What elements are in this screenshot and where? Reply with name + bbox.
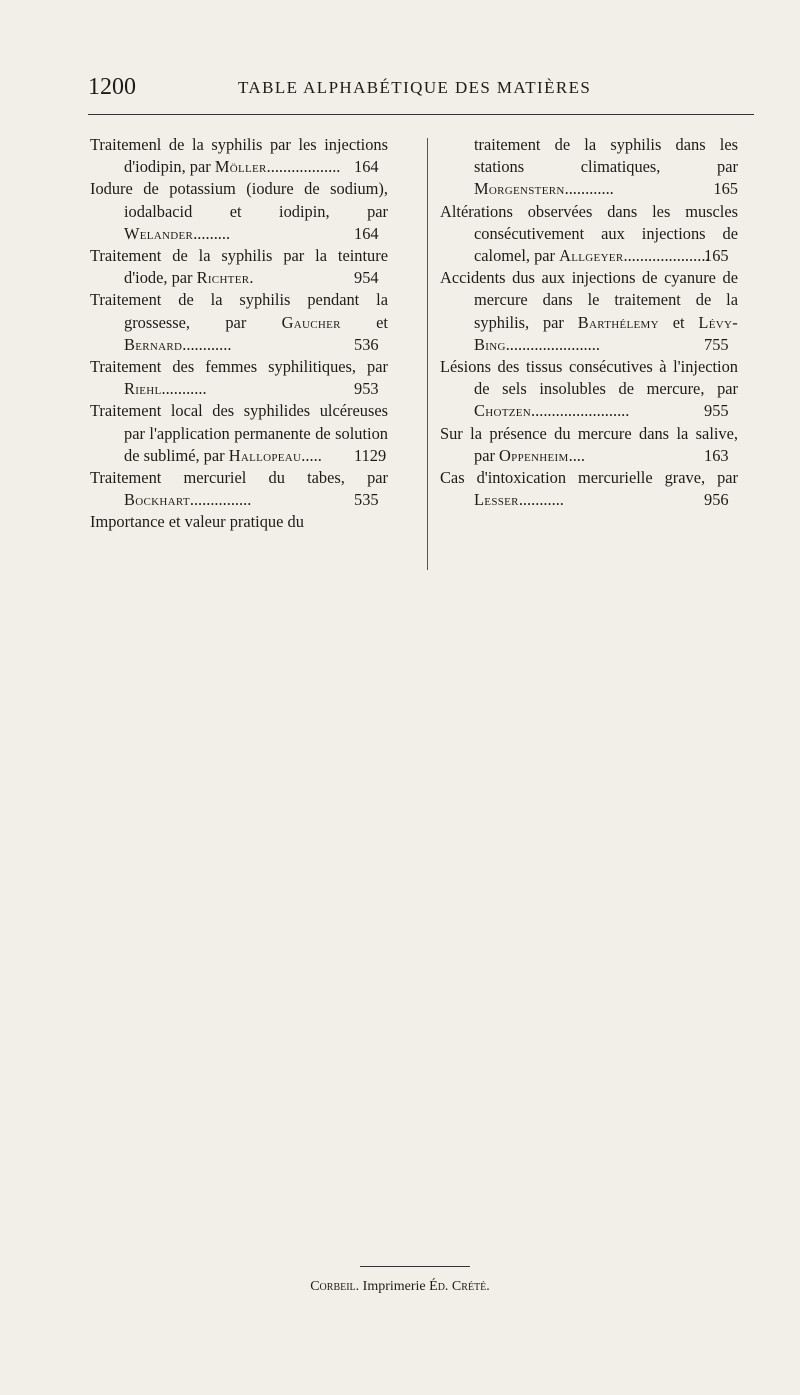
entry-connector: et <box>376 312 388 332</box>
leader-dots: ............... <box>189 490 252 510</box>
entry-text: Iodure de potassium (iodure de sodium), iodalbacid et iodipin, par <box>90 179 388 221</box>
entry-text: Accidents dus aux injections de cyanure de mercure dans le traitement de la syphilis, par <box>440 268 738 332</box>
index-entry: Traitement des femmes syphilitiques, par Riehl........... 953 <box>90 357 388 399</box>
index-entry: Traitement de la syphilis par la teinture d'iode, par Richter. 954 <box>90 246 388 288</box>
imprint-name: Éd. Crété. <box>429 1279 490 1294</box>
leader-dots: ....................... <box>505 334 600 354</box>
imprint-rule <box>360 1266 470 1267</box>
entry-text: Altérations observées dans les muscles consécutivement aux injections de calomel, par <box>440 201 738 266</box>
leader-dots: .................. <box>266 157 341 177</box>
entry-author: Riehl <box>124 379 162 399</box>
entry-text: Importance et valeur pratique du <box>90 512 304 532</box>
entry-text: Lésions des tissus consécutives à l'injection de sels insolubles de mercure, par <box>440 357 738 399</box>
imprint <box>0 1279 800 1295</box>
entry-text: Traitemenl de la syphilis par les injections d'iodipin, par <box>90 135 388 177</box>
entry-author: Möller <box>214 157 267 177</box>
entry-author: Morgenstern <box>474 179 565 199</box>
leader-dots: .... <box>568 445 585 465</box>
entry-author: Lesser <box>474 490 519 510</box>
index-entry: Lésions des tissus consécutives à l'injection de sels insolubles de mercure, par Chotzen........................ 955 <box>440 357 738 421</box>
imprint-printer: Imprimerie <box>362 1279 426 1294</box>
entry-text: Traitement local des syphilides ulcéreuses par l'application permanente de solution de sublimé, par <box>90 401 388 465</box>
index-entry: Iodure de potassium (iodure de sodium), iodalbacid et iodipin, par Welander......... 164 <box>90 179 388 243</box>
index-entry <box>440 134 738 201</box>
entry-connector: et <box>672 312 685 332</box>
index-entry: Cas d'intoxication mercurielle grave, par Lesser........... 956 <box>440 468 738 510</box>
leader-dots: ........... <box>518 490 564 510</box>
entry-text: Traitement de la syphilis pendant la grossesse, par <box>90 290 388 332</box>
entry-text: Traitement de la syphilis par la teinture d'iode, par <box>90 246 388 288</box>
running-title: TABLE ALPHABÉTIQUE DES MATIÈRES <box>238 78 592 97</box>
index-entry: Accidents dus aux injections de cyanure de mercure dans le traitement de la syphilis, par Barthélemy et Lévy-Bing....................... 755 <box>440 268 738 354</box>
entry-author: Bernard <box>124 334 183 354</box>
column-divider <box>427 138 428 570</box>
index-entry: Sur la présence du mercure dans la salive, par Oppenheim.... 163 <box>440 423 738 465</box>
index-entry: Traitement mercuriel du tabes, par Bockhart............... 535 <box>90 468 388 510</box>
index-entry: Traitement local des syphilides ulcéreuses par l'application permanente de solution de sublimé, par Hallopeau..... 1129 <box>90 401 388 465</box>
entry-author: Gaucher <box>281 312 341 332</box>
right-column <box>440 134 738 511</box>
entry-author: Barthélemy <box>577 312 659 332</box>
entry-text: traitement de la syphilis dans les stations climatiques, par <box>474 135 738 177</box>
index-entry <box>90 511 388 533</box>
page-number: 1200 <box>88 74 136 100</box>
entry-author: Welander <box>124 223 194 243</box>
entry-text: Cas d'intoxication mercurielle grave, par <box>440 468 738 488</box>
entry-author: Richter. <box>196 268 254 288</box>
entry-text: Traitement des femmes syphilitiques, par <box>90 357 388 377</box>
index-entry: Traitement de la syphilis pendant la grossesse, par Gaucher et Bernard............ 536 <box>90 290 388 354</box>
leader-dots: ........... <box>161 379 207 399</box>
imprint-city: Corbeil. <box>310 1279 360 1294</box>
entry-text: Traitement mercuriel du tabes, par <box>90 468 388 488</box>
entry-text: Sur la présence du mercure dans la salive, par <box>440 423 738 465</box>
leader-dots: ......... <box>193 223 231 243</box>
leader-dots: ........................ <box>531 401 630 421</box>
leader-dots: ..... <box>301 445 322 465</box>
entry-author: Allgeyer <box>559 246 624 266</box>
index-entry: Traitemenl de la syphilis par les injections d'iodipin, par Möller.................. 164 <box>90 135 388 177</box>
left-column <box>90 134 388 534</box>
page-header <box>88 74 752 104</box>
index-entry: Altérations observées dans les muscles consécutivement aux injections de calomel, par Allgeyer..................... 165 <box>440 201 738 266</box>
entry-author: Bockhart <box>124 490 190 510</box>
entry-author: Chotzen <box>474 401 532 421</box>
entry-page: 165 <box>713 179 738 199</box>
entry-author: Hallopeau <box>228 445 302 465</box>
entry-author: Oppenheim <box>499 445 569 465</box>
header-rule <box>88 114 754 115</box>
leader-dots: ............ <box>182 334 232 354</box>
leader-dots: ............ <box>564 179 614 199</box>
entry-author: Lévy-Bing <box>474 312 738 354</box>
leader-dots: ..................... <box>623 246 710 266</box>
